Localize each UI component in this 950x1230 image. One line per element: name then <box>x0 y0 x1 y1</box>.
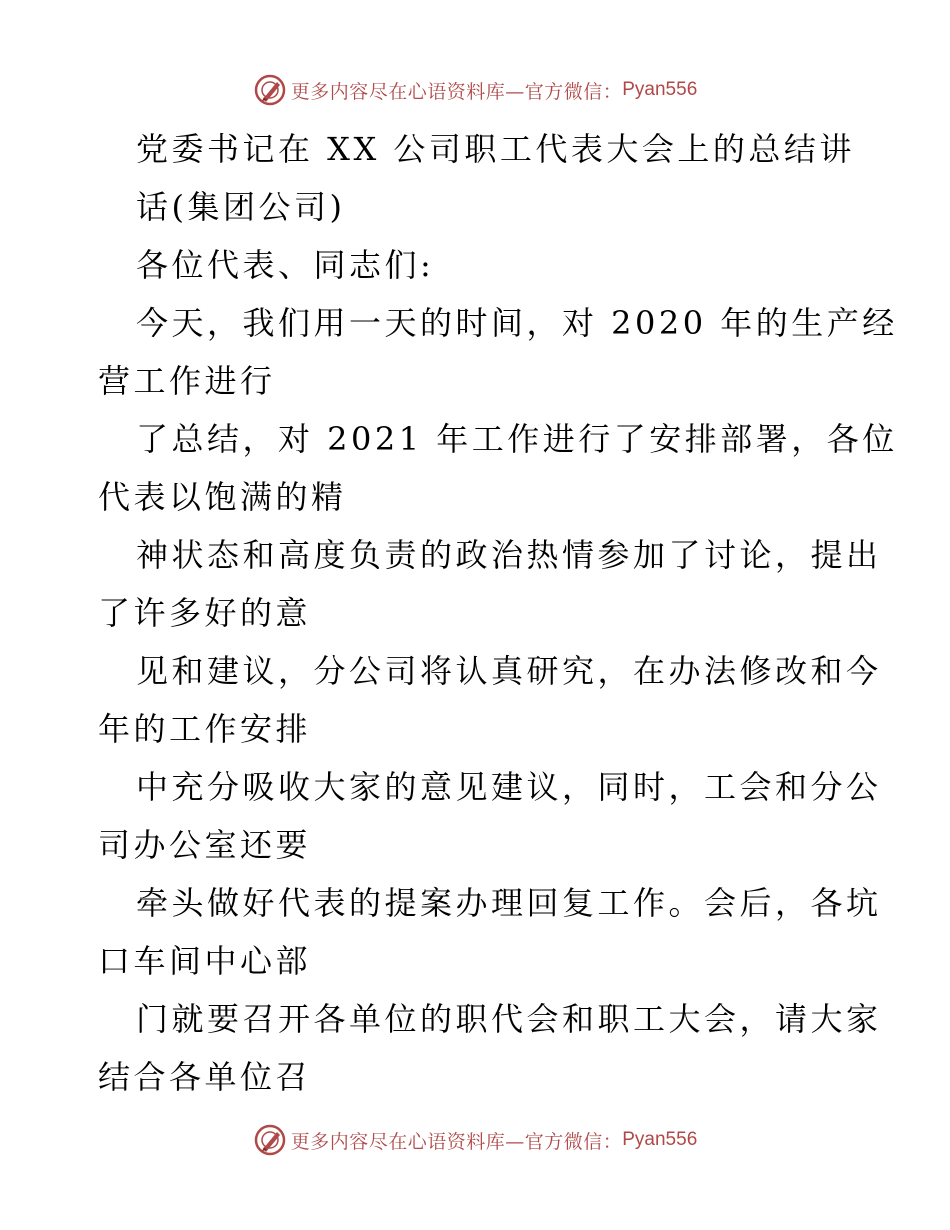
text-line: 口车间中心部 <box>98 942 312 980</box>
text-line: 牵头做好代表的提案办理回复工作。会后，各坑 <box>136 884 882 922</box>
text-line: 司办公室还要 <box>98 826 312 864</box>
salutation: 各位代表、同志们: <box>136 246 435 284</box>
text-line: 见和建议，分公司将认真研究，在办法修改和今 <box>136 652 882 690</box>
footer-banner <box>0 1120 950 1160</box>
footer-banner-wechat: Pyan556 <box>622 1129 698 1150</box>
logo-icon <box>253 73 287 107</box>
text-line: 了许多好的意 <box>98 594 312 632</box>
text-line: 营工作进行 <box>98 362 276 400</box>
title-line-1: 党委书记在 XX 公司职工代表大会上的总结讲 <box>136 130 855 168</box>
logo-icon <box>253 1123 287 1157</box>
text-line: 门就要召开各单位的职代会和职工大会，请大家 <box>136 1000 882 1038</box>
text-line: 神状态和高度负责的政治热情参加了讨论，提出 <box>136 536 882 574</box>
footer-banner-text: 更多内容尽在心语资料库—官方微信： <box>290 1130 623 1153</box>
text-line: 今天，我们用一天的时间，对 2020 年的生产经 <box>136 304 898 342</box>
text-line: 代表以饱满的精 <box>98 478 347 516</box>
document-body <box>98 120 898 1106</box>
text-line: 结合各单位召 <box>98 1058 312 1096</box>
header-banner-wechat: Pyan556 <box>622 79 698 100</box>
header-banner-text: 更多内容尽在心语资料库—官方微信： <box>290 80 623 103</box>
text-line: 中充分吸收大家的意见建议，同时，工会和分公 <box>136 768 882 806</box>
title-line-2: 话(集团公司) <box>136 188 346 226</box>
header-banner <box>0 70 950 110</box>
text-line: 年的工作安排 <box>98 710 312 748</box>
text-line: 了总结，对 2021 年工作进行了安排部署，各位 <box>136 420 898 458</box>
